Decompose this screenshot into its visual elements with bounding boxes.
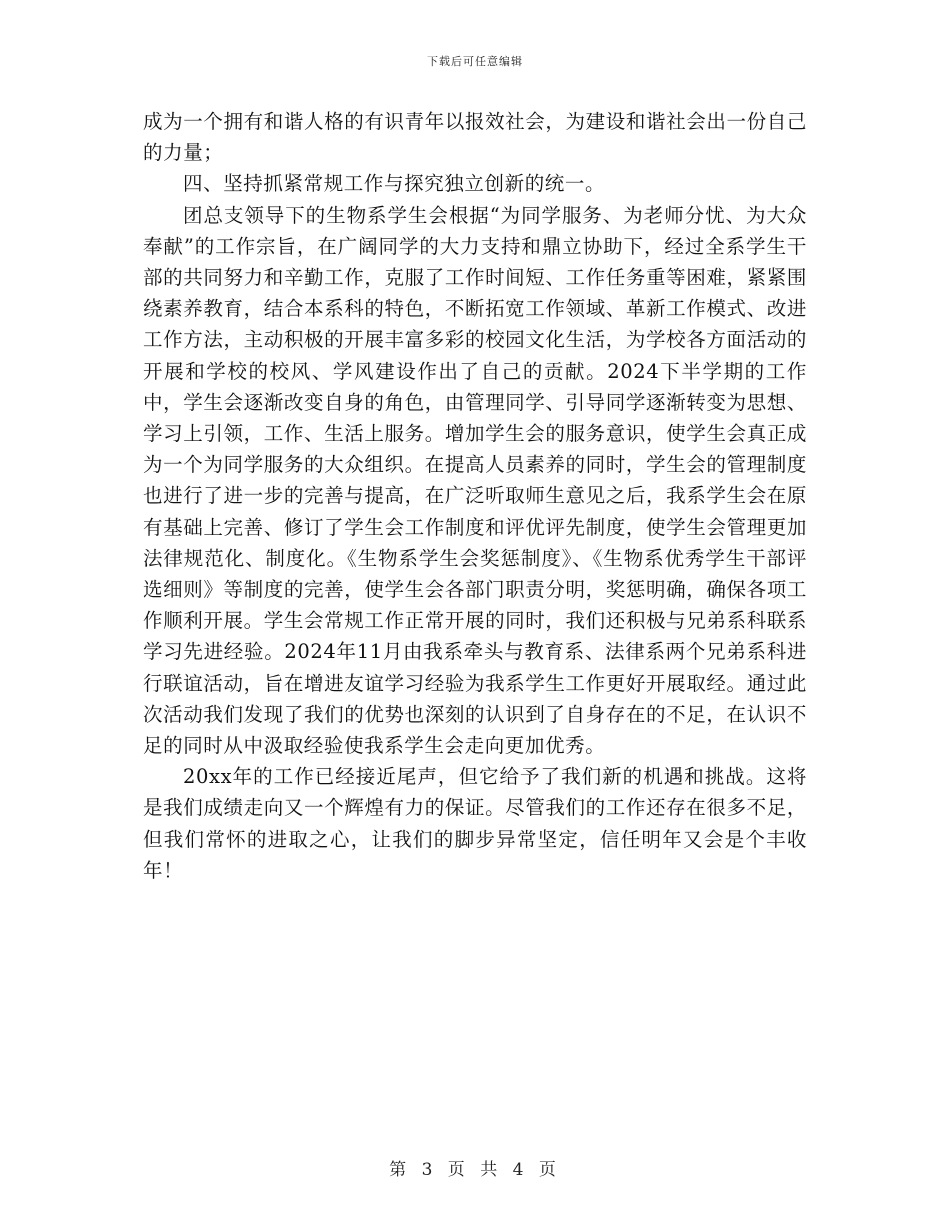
paragraph-student-union-work: 团总支领导下的生物系学生会根据“为同学服务、为老师分忧、为大众奉献”的工作宗旨，在广阔同学的大力支持和鼎立协助下，经过全系学生干部的共同努力和辛勤工作，克服了工作时间短、工作任务重等困难，紧紧围绕素养教育，结合本系科的特色，不断拓宽工作领域、革新工作模式、改进工作方法，主动积极的开展丰富多彩的校园文化生活，为学校各方面活动的开展和学校的校风、学风建设作出了自己的贡献。2024下半学期的工作中，学生会逐渐改变自身的角色，由管理同学、引导同学逐渐转变为思想、学习上引领，工作、生活上服务。增加学生会的服务意识，使学生会真正成为一个为同学服务的大众组织。在提高人员素养的同时，学生会的管理制度也进行了进一步的完善与提高，在广泛听取师生意见之后，我系学生会在原有基础上完善、修订了学生会工作制度和评优评先制度，使学生会管理更加法律规范化、制度化。《生物系学生会奖惩制度》、《生物系优秀学生干部评选细则》等制度的完善，使学生会各部门职责分明，奖惩明确，确保各项工作顺利开展。学生会常规工作正常开展的同时，我们还积极与兄弟系科联系学习先进经验。2024年11月由我系牵头与教育系、法律系两个兄弟系科进行联谊活动，旨在增进友谊学习经验为我系学生工作更好开展取经。通过此次活动我们发现了我们的优势也深刻的认识到了自身存在的不足，在认识不足的同时从中汲取经验使我系学生会走向更加优秀。: [143, 203, 807, 758]
page-number: 第 3 页 共 4 页: [389, 1160, 561, 1180]
paragraph-conclusion: 20xx年的工作已经接近尾声，但它给予了我们新的机遇和挑战。这将是我们成绩走向又一个辉煌有力的保证。尽管我们的工作还存在很多不足，但我们常怀的进取之心，让我们的脚步异常坚定，信任明年又会是个丰收年！: [143, 765, 807, 882]
section-heading: 四、坚持抓紧常规工作与探究独立创新的统一。: [183, 172, 606, 196]
document-body: [143, 106, 807, 886]
page-header: 下载后可任意编辑: [427, 55, 523, 68]
paragraph-continuation: 成为一个拥有和谐人格的有识青年以报效社会，为建设和谐社会出一份自己的力量；: [143, 110, 807, 165]
